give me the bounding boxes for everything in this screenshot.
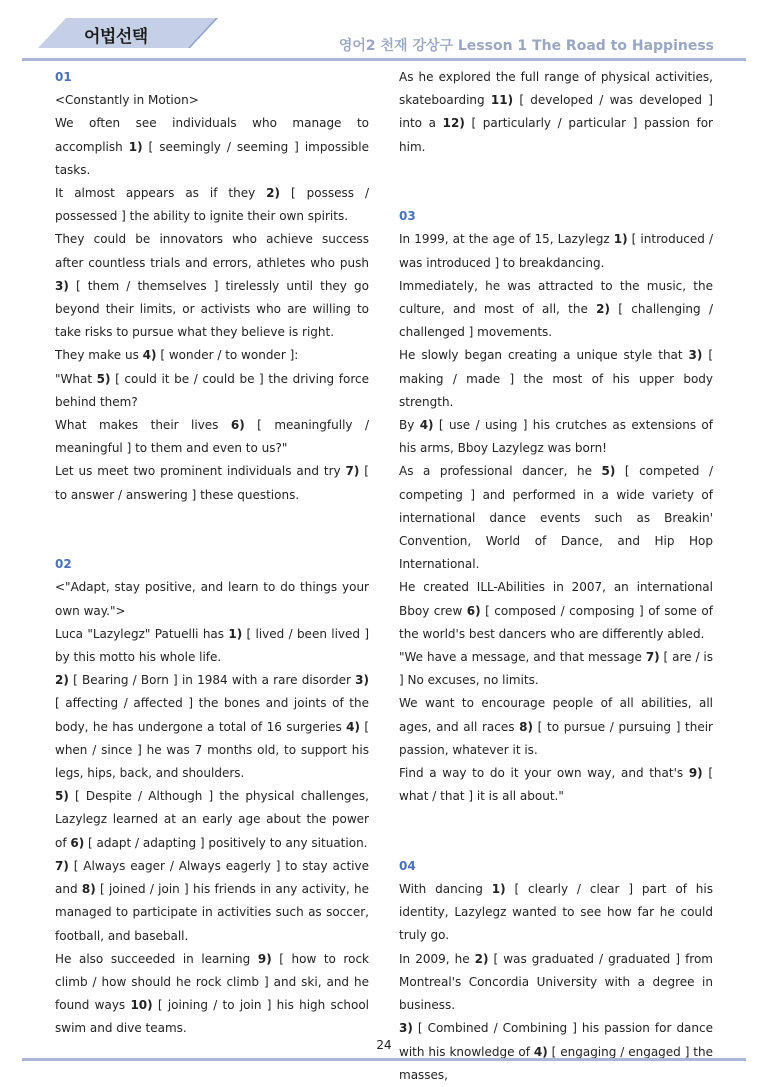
s02-paragraph-3: 2) [ Bearing / Born ] in 1984 with a rare disorder 3) [ affecting / affected ] the bones and joints of the body, he has undergone a total of 16 surgeries 4) [ when / since ] he was 7 months old, to support his legs, hips, back, and shoulders. (55, 673, 369, 781)
s01-paragraph-1: <Constantly in Motion> (55, 93, 199, 108)
s01-paragraph-5: They make us 4) [ wonder / to wonder ]: (55, 348, 299, 363)
s02-paragraph-5: 7) [ Always eager / Always eagerly ] to stay active and 8) [ joined / join ] his friends in any activity, he managed to participate in activities such as soccer, football, and baseball. (55, 858, 370, 943)
page-number: 24 (376, 1038, 392, 1052)
header-title: 영어2 천재 강상구 Lesson 1 The Road to Happiness (338, 38, 714, 54)
section-number-03: 03 (399, 209, 416, 224)
s01-paragraph-7: What makes their lives 6) [ meaningfully / meaningful ] to them and even to us?" (55, 418, 369, 456)
s03-paragraph-5: As a professional dancer, he 5) [ competed / competing ] and performed in a wide variety of international dance events such as Breakin' Convention, World of Dance, and Hip Hop International. (399, 464, 713, 572)
section-number-02: 02 (55, 557, 72, 572)
section-spacer (55, 507, 369, 553)
s02-paragraph-7: As he explored the full range of physical activities, skateboarding 11) [ developed / was developed ] into a 12) [ particularly / particular ] passion for him. (399, 70, 713, 154)
section-number-04: 04 (399, 858, 416, 873)
header-rule (22, 58, 746, 61)
s03-paragraph-6: He created ILL-Abilities in 2007, an international Bboy crew 6) [ composed / composing ] of some of the world's best dancers who are differently abled. (399, 580, 713, 641)
section-spacer (399, 159, 713, 205)
s03-paragraph-7: "We have a message, and that message 7) [ are / is ] No excuses, no limits. (399, 650, 713, 688)
s03-paragraph-8: We want to encourage people of all abilities, all ages, and all races 8) [ to pursue / pursuing ] their passion, whatever it is. (399, 696, 713, 757)
s02-paragraph-4: 5) [ Despite / Although ] the physical challenges, Lazylegz learned at an early age about the power of 6) [ adapt / adapting ] positively to any situation. (55, 789, 369, 850)
header-tab-label: 어법선택 (84, 27, 148, 47)
s03-paragraph-3: He slowly began creating a unique style that 3) [ making / made ] the most of his upper body strength. (399, 348, 714, 409)
s02-paragraph-6: He also succeeded in learning 9) [ how to rock climb / how should he rock climb ] and ski, and he found ways 10) [ joining / to join ] his high school swim and dive teams. (55, 951, 369, 1036)
s04-paragraph-2: In 2009, he 2) [ was graduated / graduated ] from Montreal's Concordia University with a degree in business. (399, 951, 713, 1013)
s01-paragraph-4: They could be innovators who achieve success after countless trials and errors, athletes who push 3) [ them / themselves ] tirelessly until they go beyond their limits, or activists who are willing to take risks to pursue what they believe is right. (55, 232, 369, 340)
s01-paragraph-6: "What 5) [ could it be / could be ] the driving force behind them? (55, 371, 369, 409)
section-number-01: 01 (55, 70, 72, 84)
s03-paragraph-1: In 1999, at the age of 15, Lazylegz 1) [ introduced / was introduced ] to breakdancing. (399, 232, 713, 270)
s01-paragraph-2: We often see individuals who manage to accomplish 1) [ seemingly / seeming ] impossible tasks. (55, 116, 369, 177)
s02-paragraph-1: <"Adapt, stay positive, and learn to do things your own way."> (55, 580, 369, 618)
s03-paragraph-2: Immediately, he was attracted to the music, the culture, and most of all, the 2) [ challenging / challenged ] movements. (399, 278, 713, 340)
s01-paragraph-3: It almost appears as if they 2) [ possess / possessed ] the ability to ignite their own spirits. (55, 186, 369, 224)
section-spacer (399, 808, 713, 854)
s01-paragraph-8: Let us meet two prominent individuals and try 7) [ to answer / answering ] these questions. (55, 464, 369, 502)
s03-paragraph-4: By 4) [ use / using ] his crutches as extensions of his arms, Bboy Lazylegz was born! (399, 418, 714, 456)
right-column (399, 66, 713, 1087)
footer-rule (22, 1058, 746, 1061)
s04-paragraph-1: With dancing 1) [ clearly / clear ] part of his identity, Lazylegz wanted to see how far he could truly go. (399, 882, 713, 943)
s02-paragraph-2: Luca "Lazylegz" Patuelli has 1) [ lived / been lived ] by this motto his whole life. (55, 626, 370, 665)
left-column (55, 66, 369, 1041)
s03-paragraph-9: Find a way to do it your own way, and that's 9) [ what / that ] it is all about." (399, 766, 713, 804)
s04-paragraph-3: 3) [ Combined / Combining ] his passion for dance with his knowledge of 4) [ engaging / engaged ] the masses, (399, 1021, 713, 1082)
